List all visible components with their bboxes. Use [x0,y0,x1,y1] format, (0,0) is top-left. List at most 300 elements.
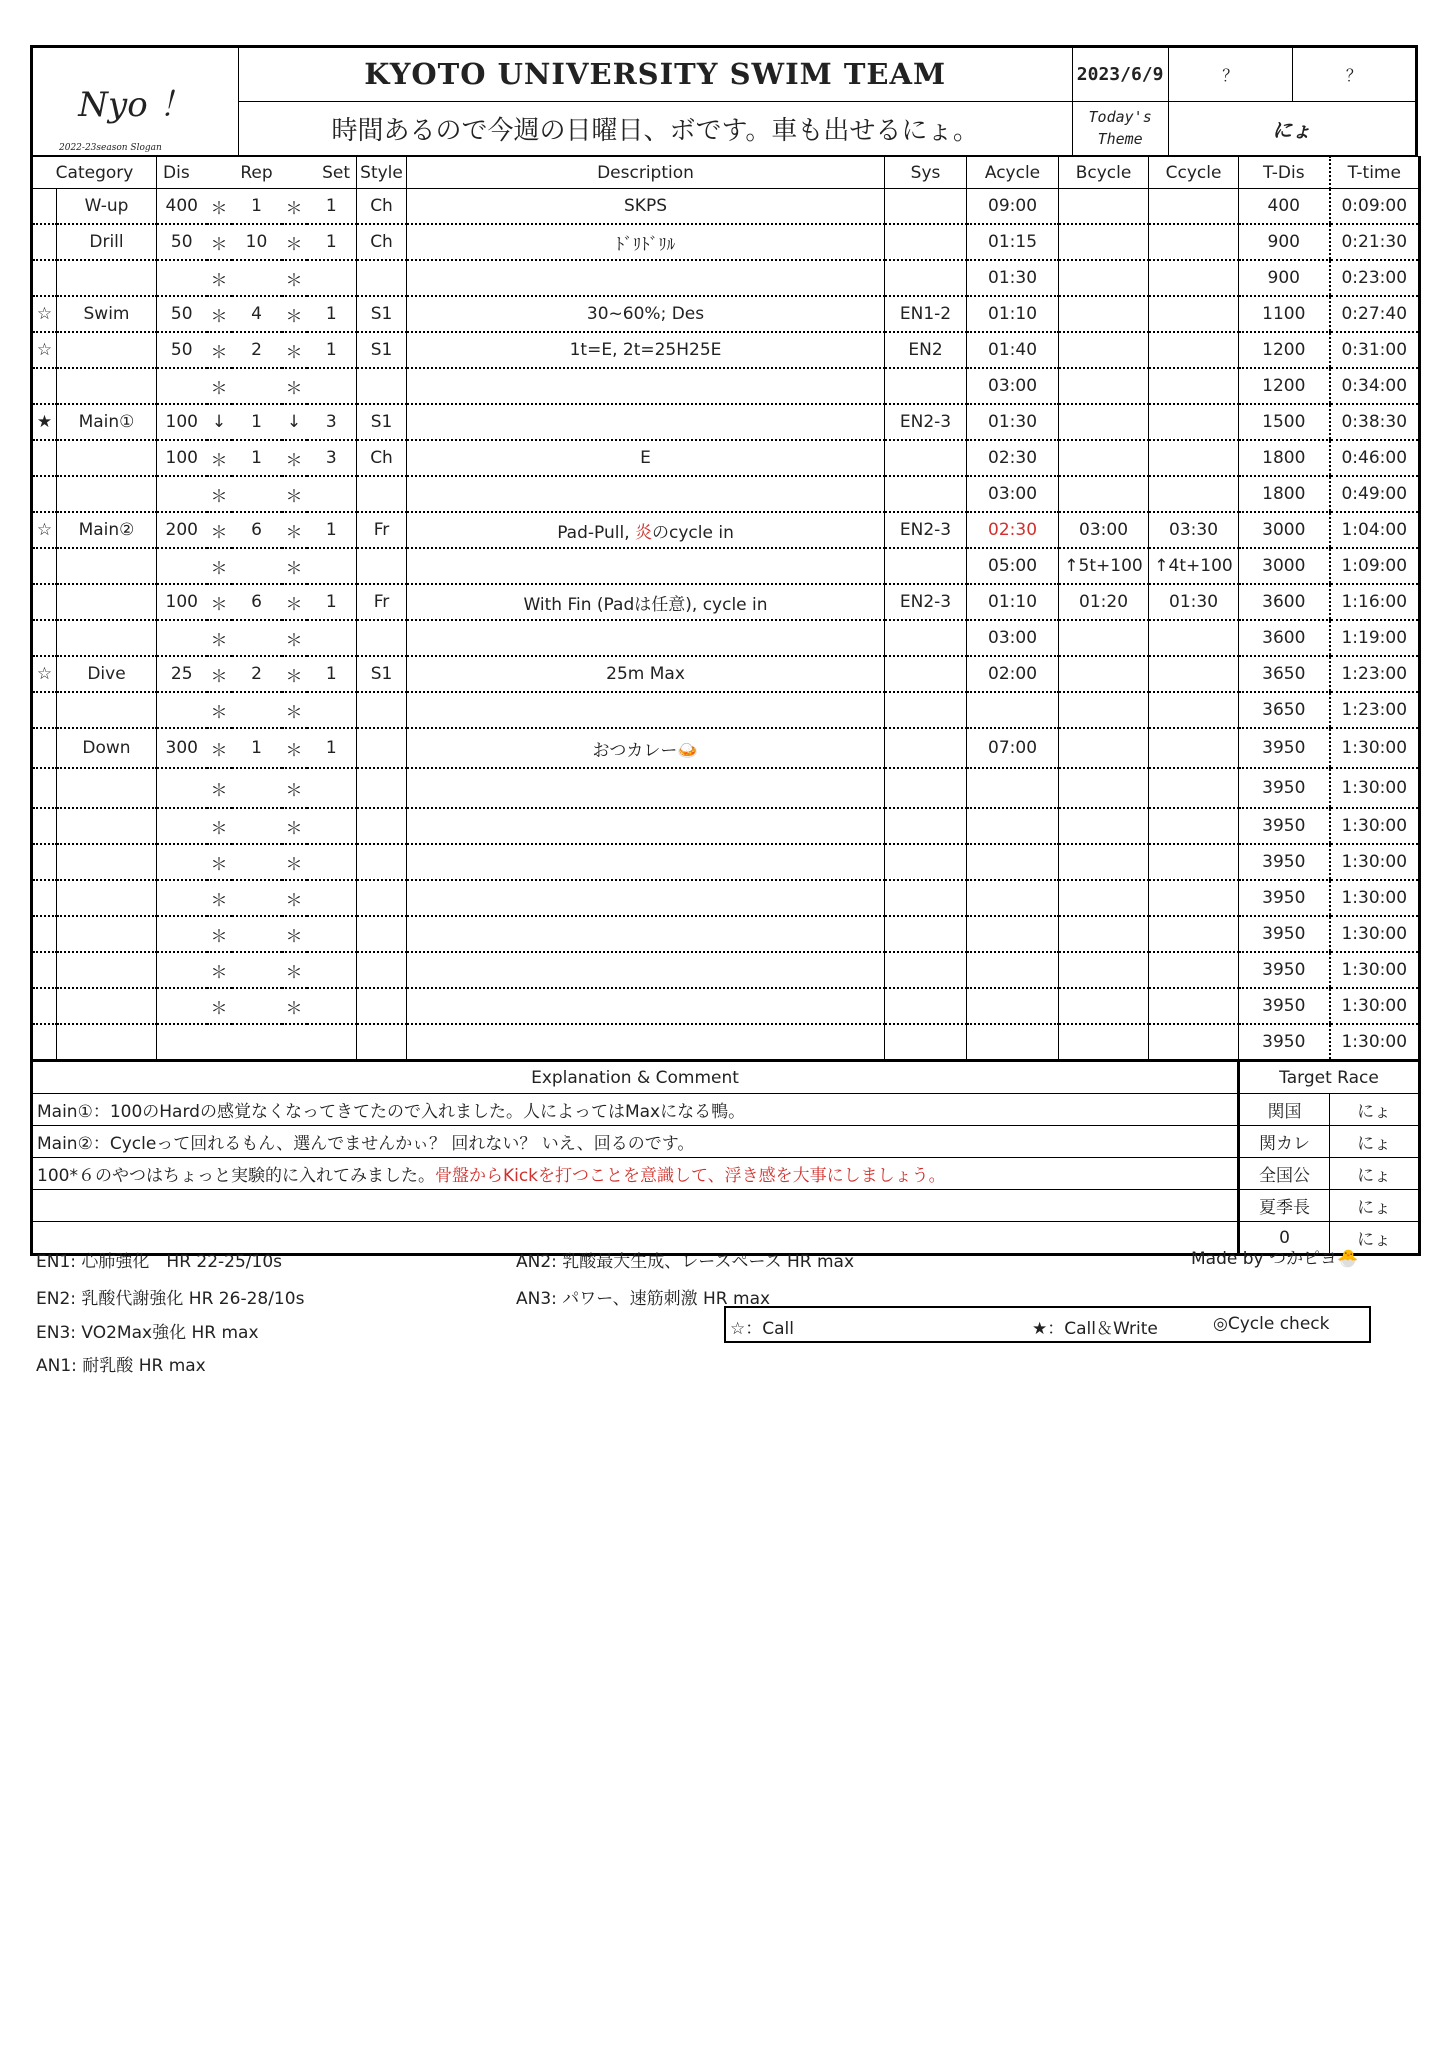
row-asterisk-2: ＊ [282,728,307,768]
row-ttime: 0:23:00 [1330,260,1420,296]
target-race-name: 関カレ [1239,1126,1330,1158]
row-asterisk-2: ＊ [282,224,307,260]
row-description [407,656,885,692]
row-tdis: 1800 [1239,440,1330,476]
table-row [32,368,1420,404]
row-style: Ch [357,224,407,260]
row-dis [157,1024,207,1061]
row-asterisk-2: ＊ [282,512,307,548]
row-ttime: 0:38:30 [1330,404,1420,440]
row-acycle [967,808,1059,844]
row-category: Main② [57,512,157,548]
row-style: S1 [357,404,407,440]
target-race-name: 全国公 [1239,1158,1330,1190]
row-ccycle [1149,260,1239,296]
row-rep [232,620,282,656]
row-ccycle [1149,620,1239,656]
row-set [307,260,357,296]
row-rep [232,916,282,952]
table-row [32,692,1420,728]
row-sys: EN2-3 [885,512,967,548]
row-sys [885,988,967,1024]
table-row [32,440,1420,476]
explanation-title: Explanation & Comment [32,1062,1239,1094]
row-mark [32,260,57,296]
row-category [57,692,157,728]
row-style: Fr [357,584,407,620]
row-tdis: 3950 [1239,952,1330,988]
row-set: 1 [307,728,357,768]
description-text: 30~60%; Des [586,304,705,324]
comment-text: Main①：100のHardの感覚なくなってきてたので入れました。人によってはMaxになる鴨。 [37,1102,746,1122]
row-style [357,260,407,296]
row-description [407,692,885,728]
slogan-label: 2022-23season Slogan [59,143,162,153]
row-rep: 1 [232,440,282,476]
row-dis [157,988,207,1024]
row-category [57,440,157,476]
row-set: 1 [307,332,357,368]
row-acycle: 02:30 [967,440,1059,476]
row-asterisk-2: ＊ [282,692,307,728]
row-ttime: 1:30:00 [1330,768,1420,808]
col-description: Description [407,157,885,189]
row-acycle: 05:00 [967,548,1059,584]
row-category [57,952,157,988]
row-bcycle [1059,808,1149,844]
target-race-name: 夏季長 [1239,1190,1330,1222]
row-asterisk-1: ＊ [207,988,232,1024]
col-bcycle: Bcycle [1059,157,1149,189]
row-style [357,548,407,584]
row-dis: 50 [157,224,207,260]
row-rep [232,880,282,916]
description-text: Pad-Pull, [557,522,635,543]
row-ccycle [1149,728,1239,768]
row-description [407,880,885,916]
row-bcycle [1059,296,1149,332]
col-ttime: T-time [1330,157,1420,189]
row-sys [885,224,967,260]
row-category [57,260,157,296]
row-description [407,1024,885,1061]
row-asterisk-2: ＊ [282,260,307,296]
col-rep: Rep [207,157,307,189]
row-mark [32,808,57,844]
row-category [57,584,157,620]
row-sys [885,476,967,512]
row-asterisk-1: ＊ [207,189,232,225]
row-asterisk-2: ＊ [282,880,307,916]
row-bcycle [1059,988,1149,1024]
row-ttime: 1:16:00 [1330,584,1420,620]
row-mark [32,988,57,1024]
col-sys: Sys [885,157,967,189]
row-tdis: 3950 [1239,988,1330,1024]
table-row [32,768,1420,808]
row-ttime: 1:23:00 [1330,692,1420,728]
row-set [307,768,357,808]
header-q1: ？ [1168,47,1292,102]
row-acycle [967,844,1059,880]
row-style: Fr [357,512,407,548]
table-row [32,224,1420,260]
row-category [57,1024,157,1061]
row-mark [32,1024,57,1061]
row-bcycle [1059,728,1149,768]
row-asterisk-2: ＊ [282,988,307,1024]
row-set [307,368,357,404]
table-row [32,476,1420,512]
row-ccycle [1149,988,1239,1024]
row-description [407,296,885,332]
row-rep [232,476,282,512]
row-set [307,916,357,952]
row-mark: ☆ [32,512,57,548]
row-acycle [967,952,1059,988]
comment-row [32,1126,1420,1158]
row-ttime: 0:31:00 [1330,332,1420,368]
row-asterisk-1: ＊ [207,952,232,988]
row-acycle: 03:00 [967,368,1059,404]
row-mark: ★ [32,404,57,440]
row-dis [157,952,207,988]
comment-line [32,1190,1239,1222]
row-ttime: 1:30:00 [1330,916,1420,952]
row-tdis: 3950 [1239,768,1330,808]
row-dis [157,368,207,404]
row-ccycle: 03:30 [1149,512,1239,548]
row-ccycle [1149,189,1239,225]
row-dis [157,880,207,916]
row-dis: 100 [157,440,207,476]
comment-highlight: 骨盤からKickを打つことを意識して、浮き感を大事にしましょう。 [434,1166,946,1186]
row-dis: 400 [157,189,207,225]
row-mark [32,692,57,728]
table-row [32,584,1420,620]
row-ccycle [1149,1024,1239,1061]
row-description [407,728,885,768]
row-bcycle [1059,656,1149,692]
row-ccycle [1149,916,1239,952]
row-sys [885,620,967,656]
row-mark [32,584,57,620]
row-ccycle: ↑4t+100 [1149,548,1239,584]
description-text: SKPS [624,196,667,216]
table-row [32,844,1420,880]
row-set [307,476,357,512]
row-ccycle [1149,368,1239,404]
row-category: W-up [57,189,157,225]
row-rep: 2 [232,332,282,368]
row-dis [157,808,207,844]
row-tdis: 400 [1239,189,1330,225]
row-ttime: 0:27:40 [1330,296,1420,332]
description-text: 1t=E, 2t=25H25E [569,340,722,360]
row-bcycle: 03:00 [1059,512,1149,548]
row-asterisk-2 [282,1024,307,1061]
row-asterisk-2: ＊ [282,189,307,225]
row-description [407,844,885,880]
row-dis: 300 [157,728,207,768]
row-set: 1 [307,189,357,225]
made-by: Made by つかピヨ🐣 [1191,1249,1359,1269]
row-acycle: 01:15 [967,224,1059,260]
row-rep: 2 [232,656,282,692]
row-bcycle [1059,476,1149,512]
target-race-value: にょ [1330,1094,1420,1126]
row-rep: 10 [232,224,282,260]
row-asterisk-1: ＊ [207,844,232,880]
row-mark [32,368,57,404]
row-bcycle [1059,692,1149,728]
row-rep [232,768,282,808]
row-ttime: 0:49:00 [1330,476,1420,512]
row-dis [157,768,207,808]
row-dis [157,476,207,512]
row-mark [32,916,57,952]
row-rep: 6 [232,512,282,548]
row-mark [32,768,57,808]
row-acycle: 02:00 [967,656,1059,692]
row-mark [32,620,57,656]
practice-table [30,156,1421,1062]
theme-label-line1: Today's [1088,108,1152,127]
description-highlight: 炎 [635,522,652,543]
row-acycle: 01:10 [967,296,1059,332]
row-asterisk-1: ＊ [207,224,232,260]
table-row [32,620,1420,656]
row-description [407,952,885,988]
row-style [357,368,407,404]
comment-text: 100*６のやつはちょっと実験的に入れてみました。 [37,1166,435,1186]
col-style: Style [357,157,407,189]
row-style: Ch [357,189,407,225]
table-row [32,808,1420,844]
row-bcycle [1059,440,1149,476]
row-description [407,768,885,808]
table-row [32,988,1420,1024]
row-set [307,844,357,880]
row-asterisk-2: ＊ [282,656,307,692]
target-race-name: 0 [1239,1222,1330,1255]
row-sys: EN1-2 [885,296,967,332]
row-tdis: 3650 [1239,656,1330,692]
target-race-value: にょ [1330,1222,1420,1255]
row-tdis: 900 [1239,260,1330,296]
table-row [32,728,1420,768]
row-tdis: 3600 [1239,620,1330,656]
row-description [407,189,885,225]
row-asterisk-2: ＊ [282,476,307,512]
row-acycle [967,692,1059,728]
row-sys [885,728,967,768]
row-sys [885,880,967,916]
row-asterisk-1: ＊ [207,808,232,844]
row-asterisk-1: ＊ [207,728,232,768]
row-acycle [967,988,1059,1024]
row-acycle [967,768,1059,808]
row-mark [32,728,57,768]
comment-row [32,1094,1420,1126]
legend-an3: AN3: パワー、速筋刺激 HR max [516,1289,771,1309]
row-ccycle [1149,768,1239,808]
nyo-slogan-cell [32,47,239,156]
row-dis: 100 [157,584,207,620]
row-set [307,988,357,1024]
row-asterisk-2: ＊ [282,332,307,368]
row-set [307,952,357,988]
row-bcycle [1059,189,1149,225]
target-race-value: にょ [1330,1126,1420,1158]
row-tdis: 900 [1239,224,1330,260]
practice-sheet [30,45,1418,1256]
row-description [407,260,885,296]
row-style: Ch [357,440,407,476]
row-asterisk-2: ＊ [282,620,307,656]
row-bcycle [1059,916,1149,952]
row-tdis: 3650 [1239,692,1330,728]
row-set: 3 [307,440,357,476]
row-ttime: 1:09:00 [1330,548,1420,584]
row-acycle: 03:00 [967,476,1059,512]
comment-line [32,1158,1239,1190]
row-dis: 200 [157,512,207,548]
target-race-value: にょ [1330,1190,1420,1222]
row-dis: 50 [157,296,207,332]
row-description [407,620,885,656]
row-description [407,988,885,1024]
row-asterisk-1: ↓ [207,404,232,440]
row-rep [232,368,282,404]
row-ttime: 1:30:00 [1330,880,1420,916]
row-dis [157,260,207,296]
row-ccycle [1149,692,1239,728]
row-set [307,620,357,656]
row-category: Drill [57,224,157,260]
row-style [357,692,407,728]
row-sys [885,808,967,844]
row-rep [232,692,282,728]
row-asterisk-2: ＊ [282,916,307,952]
row-style [357,988,407,1024]
row-sys [885,189,967,225]
row-rep [232,808,282,844]
row-ttime: 0:09:00 [1330,189,1420,225]
row-category: Main① [57,404,157,440]
row-tdis: 3950 [1239,728,1330,768]
row-ttime: 0:21:30 [1330,224,1420,260]
row-style: S1 [357,296,407,332]
row-set [307,808,357,844]
target-race-title: Target Race [1239,1062,1420,1094]
row-category [57,808,157,844]
row-ccycle [1149,844,1239,880]
legend-cycle-check: ◎Cycle check [1213,1314,1330,1334]
row-tdis: 3950 [1239,880,1330,916]
row-sys [885,260,967,296]
row-asterisk-1: ＊ [207,916,232,952]
row-style [357,844,407,880]
row-bcycle: ↑5t+100 [1059,548,1149,584]
row-description [407,476,885,512]
row-rep [232,548,282,584]
row-bcycle: 01:20 [1059,584,1149,620]
row-acycle: 01:30 [967,404,1059,440]
row-set: 1 [307,512,357,548]
row-ttime: 1:30:00 [1330,988,1420,1024]
row-rep [232,988,282,1024]
row-rep: 1 [232,189,282,225]
comment-row [32,1158,1420,1190]
row-ttime: 1:23:00 [1330,656,1420,692]
table-row [32,952,1420,988]
row-acycle: 01:30 [967,260,1059,296]
col-tdis: T-Dis [1239,157,1330,189]
row-dis [157,620,207,656]
row-ccycle [1149,880,1239,916]
row-category [57,548,157,584]
row-ttime: 1:19:00 [1330,620,1420,656]
row-category [57,880,157,916]
row-acycle: 03:00 [967,620,1059,656]
table-row [32,404,1420,440]
row-dis: 50 [157,332,207,368]
row-style [357,916,407,952]
row-rep: 4 [232,296,282,332]
row-sys [885,768,967,808]
description-text: ﾄﾞﾘﾄﾞﾘﾙ [615,234,676,255]
row-ccycle [1149,952,1239,988]
row-sys [885,656,967,692]
row-rep [232,844,282,880]
row-asterisk-1: ＊ [207,692,232,728]
explanation-table [30,1062,1421,1256]
row-set [307,548,357,584]
row-asterisk-1: ＊ [207,476,232,512]
row-ccycle [1149,404,1239,440]
row-mark [32,548,57,584]
row-asterisk-2: ＊ [282,768,307,808]
row-dis [157,916,207,952]
row-rep [232,1024,282,1061]
row-sys: EN2 [885,332,967,368]
call-legend-box [724,1306,1371,1343]
header-q2: ？ [1292,47,1416,102]
table-row [32,548,1420,584]
row-sys: EN2-3 [885,404,967,440]
row-asterisk-2: ＊ [282,368,307,404]
row-rep [232,260,282,296]
row-set [307,1024,357,1061]
row-category [57,988,157,1024]
row-sys [885,844,967,880]
row-acycle: 07:00 [967,728,1059,768]
table-row [32,260,1420,296]
row-tdis: 3950 [1239,808,1330,844]
row-description [407,440,885,476]
row-asterisk-1: ＊ [207,512,232,548]
nyo-text: Nyo ！ [78,85,193,125]
col-category: Category [32,157,157,189]
row-tdis: 3950 [1239,916,1330,952]
row-set: 3 [307,404,357,440]
row-category [57,476,157,512]
table-row [32,1024,1420,1061]
row-bcycle [1059,332,1149,368]
row-category [57,916,157,952]
row-style: S1 [357,656,407,692]
